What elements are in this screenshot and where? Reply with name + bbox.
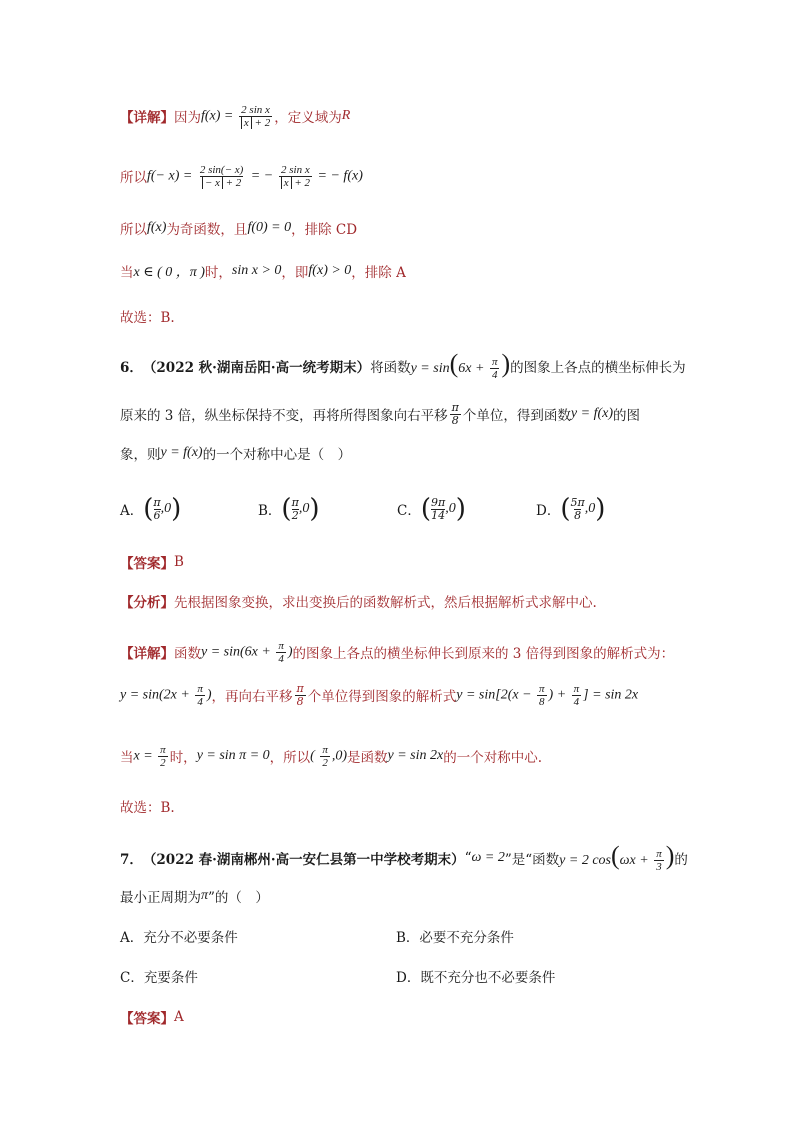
answer-7: 【答案】 A — [120, 1009, 184, 1027]
math-expr: y = sin(6x + $\frac{\pi}{4}$ ) — [410, 348, 511, 382]
analysis-6: 【分析】 先根据图象变换，求出变换后的函数解析式，然后根据解析式求解中心. — [120, 595, 597, 611]
question-source: （2022 秋·湖南岳阳·高一统考期末） — [142, 360, 371, 376]
question-7-line-1: 7． （2022 春·湖南郴州·高一安仁县第一中学校考期末） “ ω = 2 ”是“函数 y = 2 cos(ωx + $\frac{\pi}{3}$ ) 的 — [120, 840, 688, 874]
math-expr: f(x) = $\frac{\text{2 sin x}}{x + 2}$ — [201, 103, 271, 129]
question-6-line-2: 原来的 3 倍，纵坐标保持不变，再将所得图象向右平移 $\frac{\pi}{8}$ 个单位，得到函数 y = f(x) 的图 — [120, 400, 640, 427]
detail-line-2: 所以 f(− x) = $\frac{2 \sin(- x)}{- x + 2}$ = − $\frac{\text{2 sin x}}{x + 2}$ = − f(x) — [120, 163, 363, 189]
detail-line-3: 所以 f(x) 为奇函数，且 f(0) = 0 ，排除 CD — [120, 220, 358, 238]
choose-line-1: 故选：B. — [120, 310, 175, 326]
option-d[interactable]: D． 既不充分也不必要条件 — [396, 970, 556, 986]
option-c[interactable]: C． 充要条件 — [120, 970, 198, 986]
detail-line-4: 当 x ∈ ( 0 ，π ) 时， sin x > 0 ，即 f(x) > 0 ，排除 A — [120, 263, 406, 281]
option-b[interactable]: B． ( $\frac{\pi}{2}$ ,0 ) — [258, 494, 320, 524]
question-6-line-3: 象，则 y = f(x) 的一个对称中心是（ ） — [120, 445, 352, 463]
detail-tag: 【详解】 — [120, 110, 174, 126]
detail-6-line-2: y = sin(2x + $\frac{\pi}{4}$ ) ，再向右平移 $\frac{\pi}{8}$ 个单位得到图象的解析式 y = sin[2(x − $\frac{\pi}{8}$ ) + $\frac{\pi}{4}$ ] = sin 2x — [120, 681, 639, 708]
option-d[interactable]: D． ( $\frac{5\pi}{8}$ ,0 ) — [536, 494, 606, 524]
option-a[interactable]: A． ( $\frac{\pi}{6}$ ,0 ) — [120, 494, 182, 524]
option-c[interactable]: C． ( $\frac{9\pi}{14}$ ,0 ) — [397, 494, 466, 524]
math-expr: f(− x) = $\frac{2 \sin(- x)}{- x + 2}$ = − $\frac{\text{2 sin x}}{x + 2}$ = − f(x) — [147, 163, 363, 189]
choose-line-6: 故选：B. — [120, 800, 175, 816]
detail-line-1: 【详解】 因为 f(x) = $\frac{\text{2 sin x}}{x + 2}$ ，定义域为 R — [120, 103, 351, 129]
question-source: （2022 春·湖南郴州·高一安仁县第一中学校考期末） — [142, 852, 465, 868]
option-b[interactable]: B． 必要不充分条件 — [396, 930, 514, 946]
detail-6-line-1: 【详解】 函数 y = sin(6x + $\frac{\pi}{4}$ ) 的图象上各点的横坐标伸长到原来的 3 倍得到图象的解析式为： — [120, 639, 675, 665]
answer-6: 【答案】 B — [120, 554, 184, 572]
detail-6-line-3: 当 x = $\frac{\pi}{2}$ 时， y = sin π = 0 ，所以 ( $\frac{\pi}{2}$ ,0) 是函数 y = sin 2x 的一个对称中心. — [120, 743, 543, 769]
question-6-line-1: 6． （2022 秋·湖南岳阳·高一统考期末） 将函数 y = sin(6x + $\frac{\pi}{4}$ ) 的图象上各点的横坐标伸长为 — [120, 348, 686, 382]
option-a[interactable]: A． 充分不必要条件 — [120, 930, 238, 946]
question-7-line-2: 最小正周期为 π ”的（ ） — [120, 888, 269, 906]
